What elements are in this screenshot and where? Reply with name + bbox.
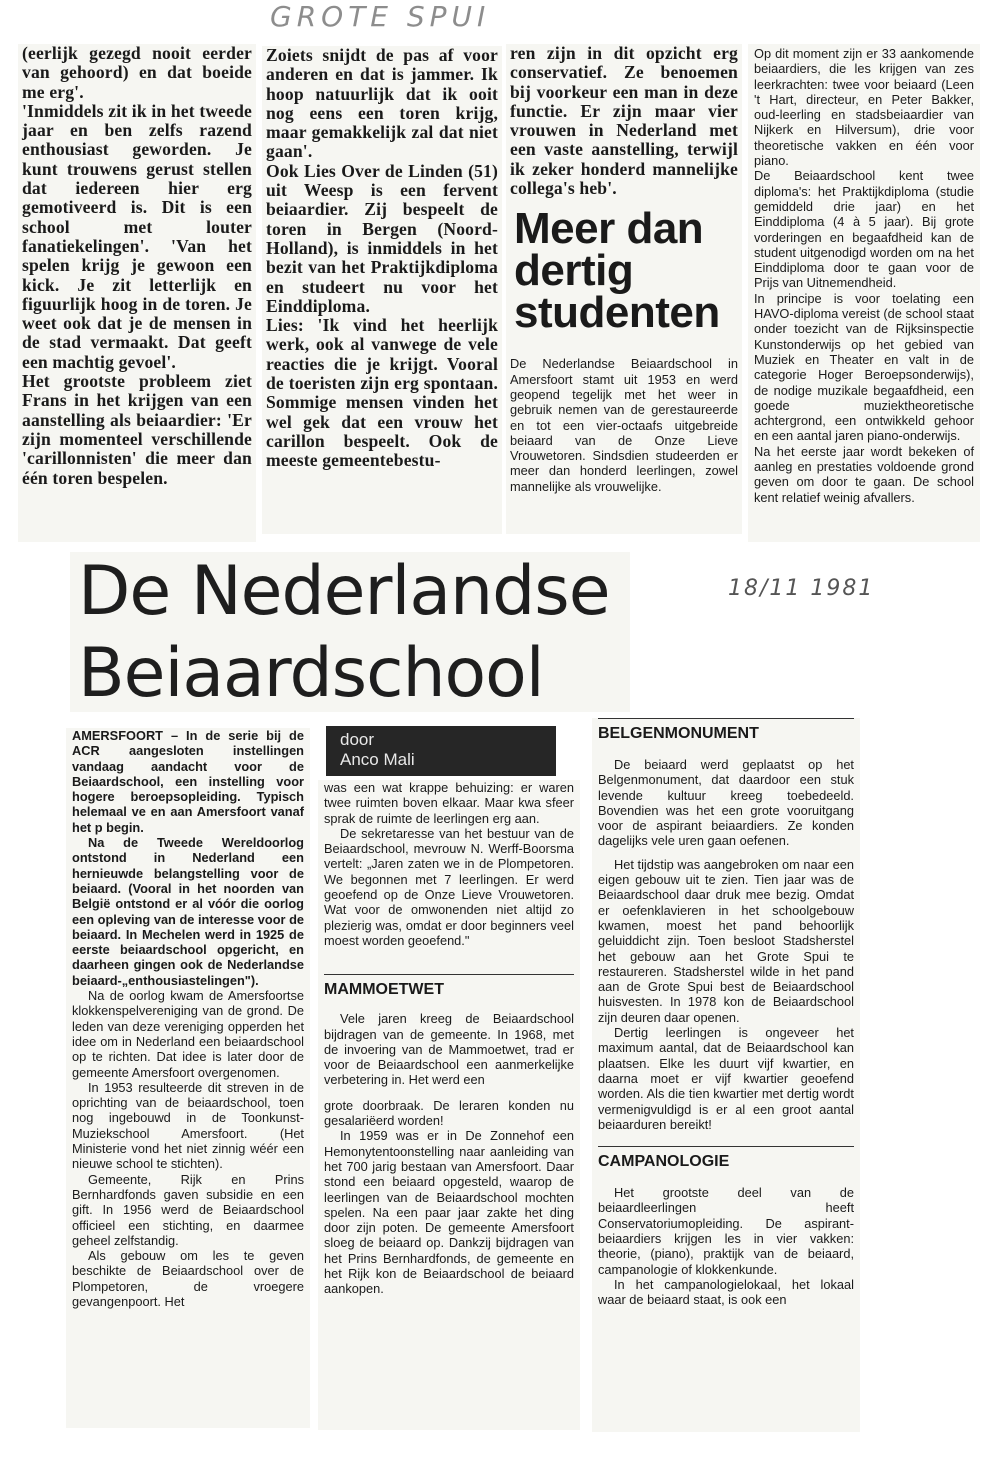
article-col2-p1: was een wat krappe behuizing: er waren twee ruimten boven elkaar. Maar kwa sfeer sprak de ruimte de leerlingen erg aan. xyxy=(324,780,574,826)
top-column-4 xyxy=(748,44,980,542)
article-column-2 xyxy=(318,780,580,1430)
article-col3-p4: Het grootste deel van de beiaardleerlingen heeft Conservatoriumopleiding. De aspirant-beiaardiers krijgen les in vier vakken: theorie, (piano), praktijk van de beiaard, campanologie of klokkenkunde. xyxy=(598,1185,854,1277)
top-column-1 xyxy=(18,44,256,542)
article-lead: AMERSFOORT – In de serie bij de ACR aangesloten instellingen vandaag aandacht voor de Beiaardschool, een instelling voor hogere beroepsopleiding. Typisch helemaal ve en aan Amersfoort vanaf het p begin. xyxy=(72,728,304,835)
top-col4-p2: De Beiaardschool kent twee diploma's: het Praktijkdiploma (studie gemiddeld drie jaar) en het Einddiploma (4 à 5 jaar). Bij grote vorderingen en begaafdheid kan de student uitgenodigd worden om na het Einddiploma door te gaan voor de Prijs van Uitnemendheid. xyxy=(754,168,974,291)
article-title-line-1: De Nederlandse xyxy=(78,552,610,631)
article-col3-p3: Dertig leerlingen is ongeveer het maximum aantal, dat de Beiaardschool kan plaatsen. Elke les duurt vijf kwartier, en daarna moet er vijf kwartier geoefend worden. Als die tien kwartier met dertig wordt vermenigvuldigd is er al een groot aantal beiaarduren bereikt! xyxy=(598,1025,854,1132)
top-col1-p1: (eerlijk gezegd nooit eerder van gehoord) en dat boeide me erg'. xyxy=(22,44,252,102)
article-col3-p2: Het tijdstip was aangebroken om naar een eigen gebouw uit te zien. Tien jaar was de Beiaardschool daar druk mee bezig. Omdat er oefenklavieren in het schoolgebouw kwamen, moest het pand behoorlijk geluiddicht zijn. Toen besloot Stadsherstel het gebouw aan het Grote Spui te restaureren. Stadsherstel wilde in het pand aan de Grote Spui best de Beiaardschool huisvesten. In 1978 kon de Beiaardschool zijn deuren daar openen. xyxy=(598,856,854,1025)
article-col3-p1: De beiaard werd geplaatst op het Belgenmonument, dat daardoor een stuk levende kultuur kreeg toebedeeld. Bovendien was het een grote vooruitgang voor de aspirant beiaardiers. Ze konden dagelijks vele uren gaan oefenen. xyxy=(598,757,854,849)
article-lead-p2: Na de Tweede Wereldoorlog ontstond in Nederland een hernieuwde belangstelling voor de beiaard. (Vooral in het noorden van België ontstond er al vóór die oorlog een opleving van de interesse voor de beiaard. In Mechelen werd in 1925 de eerste beiaardschool opgericht, en daarheen gingen ook de Nederlandse beiaard-„enthousiastelingen"). xyxy=(72,835,304,988)
section-heading-belgenmonument: BELGENMONUMENT xyxy=(598,718,854,745)
top-column-2 xyxy=(262,46,502,534)
article-column-1 xyxy=(66,728,310,1428)
top-col4-p1: Op dit moment zijn er 33 aankomende beiaardiers, die les krijgen van zes leerkrachten: twee voor beiaard (Leen 't Hart, directeur, en Peter Bakker, oud-leerling en stadsbeiaardier van Nijkerk en Hilversum), drie voor theoretische vakken en één voor piano. xyxy=(754,46,974,169)
article-col2-p5: In 1959 was er in De Zonnehof een Hemonytentoonstelling naar aanleiding van het 700 jarig bestaan van Amersfoort. Daar stond een beiaard opgesteld, waarop de leerlingen van de Beiaardschool mochten spelen. Na een paar jaar zakte het ding door zijn poten. De gemeente Amersfoort sloeg de beiaard op. Dankzij bijdragen van het Prins Bernhardfonds, de gemeente en het Rijk kon de Beiaardschool de beiaard aankopen. xyxy=(324,1128,574,1297)
article-title-line-2: Beiaardschool xyxy=(78,634,544,713)
article-col2-p4: grote doorbraak. De leraren konden nu gesalariëerd worden! xyxy=(324,1097,574,1129)
top-col2-p2: Ook Lies Over de Linden (51) uit Weesp is een fervent beiaardier. Zij bespeelt de toren in Bergen (Noord-Holland), is inmiddels in het bezit van het Praktijkdiploma en studeert nu voor het Einddiploma. xyxy=(266,160,498,316)
top-col4-p3: In principe is voor toelating een HAVO-diploma vereist (de school staat onder toezicht van de Rijksinspectie Kunstonderwijs op het gebied van Muziek en Theater en valt in de categorie Hoger Beroepsonderwijs), de nodige muzikale begaafdheid, een goede muziektheoretische achtergrond, een ontwikkeld gehoor en een aantal jaren piano-onderwijs. xyxy=(754,290,974,444)
article-col1-p3: Gemeente, Rijk en Prins Bernhardfonds gaven subsidie en een gift. In 1956 werd de Beiaardschool officieel een stichting, en daarmee geheel zelfstandig. xyxy=(72,1171,304,1248)
section-heading-campanologie: CAMPANOLOGIE xyxy=(598,1146,854,1173)
top-col4-p4: Na het eerste jaar wordt bekeken of aanleg en prestaties voldoende grond geven om door te gaan. De school kent relatief weinig afvallers. xyxy=(754,443,974,505)
top-column-3 xyxy=(506,44,742,534)
article-col1-p1: Na de oorlog kwam de Amersfoortse klokkenspelvereniging van de grond. De leden van deze vereniging opperden het idee om in Nederland een beiaardschool op te richten. Dat idee is later door de gemeente Amersfoort overgenomen. xyxy=(72,988,304,1080)
subheadline: Meer dan dertig studenten xyxy=(514,204,720,338)
section-heading-mammoetwet: MAMMOETWET xyxy=(324,974,574,1001)
top-col3-intro: De Nederlandse Beiaardschool in Amersfoort stamt uit 1953 en werd geopend tegelijk met het weer in gebruik nemen van de gerestaureerde en tot een vier-octaafs uitgebreide beiaard van de Onze Lieve Vrouwetoren. Sindsdien studeerden er meer dan honderd leerlingen, zowel mannelijke als vrouwelijke. xyxy=(510,356,738,494)
handwritten-date: 18/11 1981 xyxy=(728,576,875,601)
byline xyxy=(326,726,556,776)
article-column-3 xyxy=(592,718,860,1432)
article-col1-p2: In 1953 resulteerde dit streven in de oprichting van de beiaardschool, toen nog ingebouwd in de Toonkunst-Muziekschool Amersfoort. (Het Ministerie vond het niet zinnig wéér een nieuwe school te stichten). xyxy=(72,1079,304,1172)
top-col3-quote: ren zijn in dit opzicht erg conservatief. Ze benoemen bij voorkeur een man in deze functie. Er zijn maar vier vrouwen in Nederland met een vaste aanstelling, terwijl ik zeker honderd mannelijke collega's heb'. xyxy=(510,44,738,199)
byline-name: Anco Mali xyxy=(340,750,415,769)
handwritten-header: GROTE SPUI xyxy=(270,0,491,33)
top-col2-p3: Lies: 'Ik vind het heerlijk werk, ook al vanwege de vele reacties die je krijgt. Vooral de toeristen zijn erg spontaan. Sommige mensen vinden het wel gek dat een vrouw het carillon bespeelt. Ook de meeste gemeentebestu- xyxy=(266,315,498,471)
top-col1-p3: Het grootste probleem ziet Frans in het krijgen van een aanstelling als beiaardier: 'Er zijn momenteel verschillende 'carillonnisten' die meer dan één toren bespelen. xyxy=(22,371,252,488)
byline-label: door xyxy=(340,730,375,749)
article-col1-p4: Als gebouw om les te geven beschikte de Beiaardschool over de Plompetoren, de vroegere gevangenpoort. Het xyxy=(72,1248,304,1309)
top-col2-p1: Zoiets snijdt de pas af voor anderen en dat is jammer. Ik hoop natuurlijk dat ik ooit nog eens een toren krijg, maar gemakkelijk zal dat niet gaan'. xyxy=(266,46,498,162)
article-col2-p2: De sekretaresse van het bestuur van de Beiaardschool, mevrouw N. Werff-Boorsma vertelt: „Jaren zaten we in de Plompetoren. We begonnen met 7 leerlingen. Er werd geoefend op de Onze Lieve Vrouwetoren. Wat voor de omwonenden niet altijd zo plezierig was, omdat er door beginners veel moest worden geoefend." xyxy=(324,825,574,948)
article-col3-p5: In het campanologielokaal, het lokaal waar de beiaard staat, is ook een xyxy=(598,1276,854,1308)
lead-dateline: AMERSFOORT xyxy=(72,728,163,743)
top-col1-p2: 'Inmiddels zit ik in het tweede jaar en ben zelfs razend enthousiast geworden. Je kunt trouwens gerust stellen dat iedereen hier erg gemotiveerd is. Dit is een school met louter fanatiekelingen'. 'Van het spelen krijg je gewoon een kick. Je zit letterlijk en figuurlijk hoog in de toren. Je weet ook dat je de mensen in de stad vermaakt. Dat geeft een machtig gevoel'. xyxy=(22,100,252,372)
article-col2-p3: Vele jaren kreeg de Beiaardschool bijdragen van de gemeente. In 1968, met de invoering van de Mammoetwet, trad er voor de Beiaardschool een aanmerkelijke verbetering in. Het werd een xyxy=(324,1011,574,1088)
